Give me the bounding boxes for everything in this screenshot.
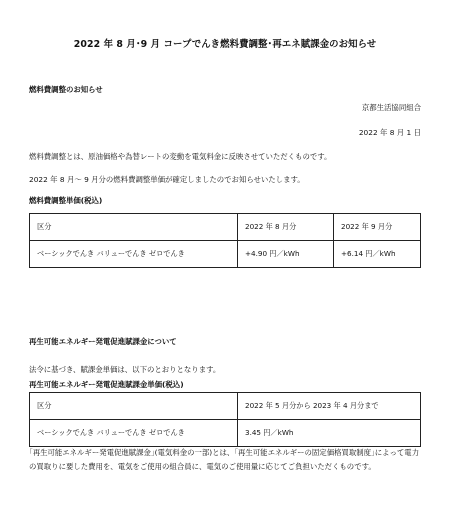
category-header: 区分: [30, 214, 238, 241]
renewable-paragraph-1: 法令に基づき、賦課金単価は、以下のとおりとなります。: [29, 365, 221, 374]
category-header: 区分: [30, 393, 238, 420]
table-row: [30, 241, 421, 268]
table-header-row: [30, 214, 421, 241]
table-header-row: [30, 393, 421, 420]
fuel-table-heading: 燃料費調整単価(税込): [29, 196, 103, 205]
organization-name: 京都生活協同組合: [361, 103, 421, 112]
table-row: [30, 420, 421, 447]
notice-date: 2022 年 8 月 1 日: [358, 128, 421, 137]
fuel-paragraph-2: 2022 年 8 月～ 9 月分の燃料費調整単価が確定しましたのでお知らせいたします。: [29, 175, 305, 184]
renewable-section-heading: 再生可能エネルギー発電促進賦課金について: [29, 337, 177, 346]
plan-names-cell: ベーシックでんき バリューでんき ゼロでんき: [30, 241, 238, 268]
august-rate-cell: +4.90 円／kWh: [238, 241, 334, 268]
renewable-table-heading: 再生可能エネルギー発電促進賦課金単価(税込): [29, 380, 184, 389]
september-rate-cell: +6.14 円／kWh: [334, 241, 421, 268]
fuel-adjustment-table: [29, 213, 421, 268]
fuel-paragraph-1: 燃料費調整とは、原油価格や為替レートの変動を電気料金に反映させていただくものです。: [29, 152, 332, 161]
page-title: 2022 年 8 月･9 月 コープでんき燃料費調整･再エネ賦課金のお知らせ: [73, 39, 377, 50]
surcharge-explanation-note: ｢再生可能エネルギー発電促進賦課金｣(電気料金の一部)とは、｢再生可能エネルギーの固定価格買取制度｣によって電力の買取りに要した費用を、電気をご使用の組合員に、電気のご使用量に応じてご負担いただくものです。: [29, 448, 420, 471]
fuel-section-heading: 燃料費調整のお知らせ: [29, 85, 103, 94]
august-header: 2022 年 8 月分: [238, 214, 334, 241]
plan-names-cell: ベーシックでんき バリューでんき ゼロでんき: [30, 420, 238, 447]
surcharge-rate-cell: 3.45 円／kWh: [238, 420, 421, 447]
september-header: 2022 年 9 月分: [334, 214, 421, 241]
period-header: 2022 年 5 月分から 2023 年 4 月分まで: [238, 393, 421, 420]
renewable-surcharge-table: [29, 392, 421, 447]
